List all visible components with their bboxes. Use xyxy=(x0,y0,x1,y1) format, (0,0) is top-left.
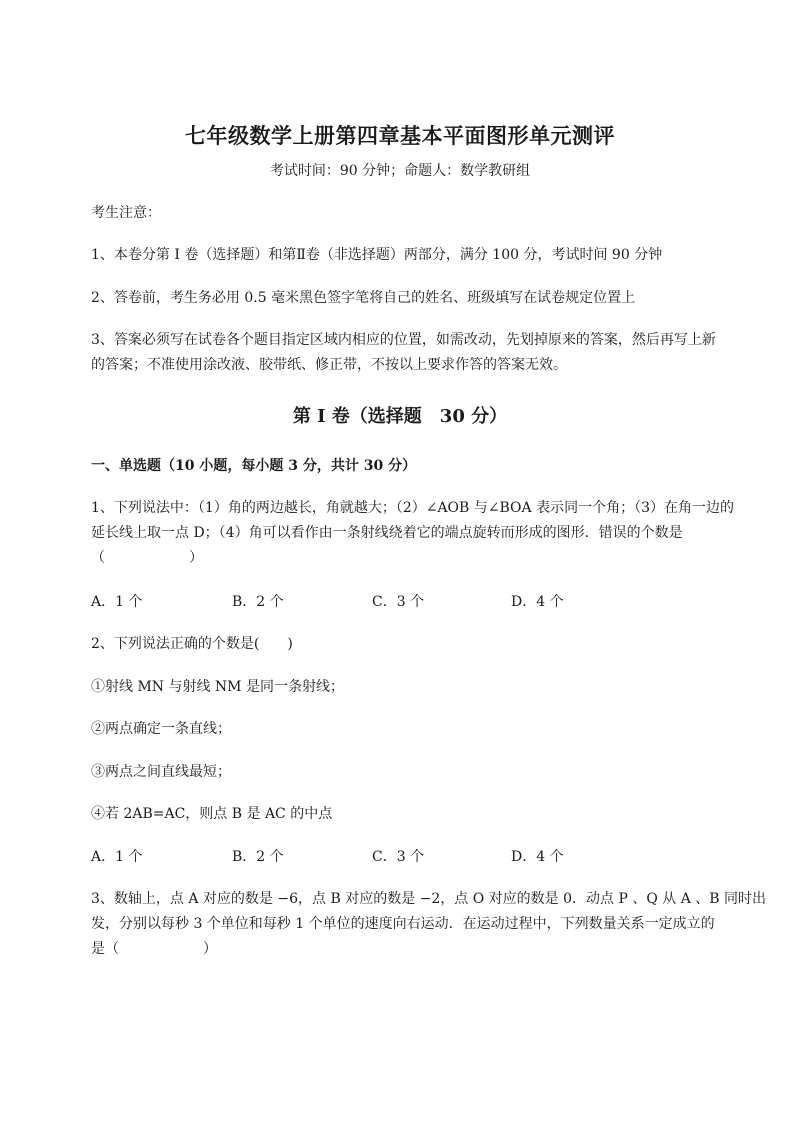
q1-line-1: 1、下列说法中：（1）角的两边越长，角就越大；（2）∠AOB 与∠BOA 表示同一个角；（3）在角一边的 xyxy=(91,500,734,516)
q1-line-3: （ ） xyxy=(91,550,203,566)
exam-subtitle: 考试时间：90 分钟；命题人：数学教研组 xyxy=(269,163,531,179)
q2-option-a[interactable]: A．1 个 xyxy=(91,849,143,865)
notice-item-3: 3、答案必须写在试卷各个题目指定区域内相应的位置，如需改动，先划掉原来的答案，然后再写上新 xyxy=(91,332,716,348)
q2-item-1: ①射线 MN 与射线 NM 是同一条射线； xyxy=(91,679,344,695)
notice-item-3-cont: 的答案；不准使用涂改液、胶带纸、修正带，不按以上要求作答的答案无效。 xyxy=(91,357,567,373)
q2-option-d[interactable]: D．4 个 xyxy=(511,849,564,865)
part-heading: 一、单选题（10 小题，每小题 3 分，共计 30 分） xyxy=(91,458,417,474)
q1-option-a[interactable]: A．1 个 xyxy=(91,594,143,610)
q2-item-2: ②两点确定一条直线； xyxy=(91,721,231,737)
page-title: 七年级数学上册第四章基本平面图形单元测评 xyxy=(185,123,615,148)
q1-option-b[interactable]: B．2 个 xyxy=(232,594,284,610)
q2-option-c[interactable]: C．3 个 xyxy=(372,849,425,865)
q3-line-3: 是（ ） xyxy=(91,941,217,957)
q1-option-c[interactable]: C．3 个 xyxy=(372,594,425,610)
q1-option-d[interactable]: D．4 个 xyxy=(511,594,564,610)
q2-item-4: ④若 2AB=AC，则点 B 是 AC 的中点 xyxy=(91,806,333,822)
q2-stem: 2、下列说法正确的个数是( ) xyxy=(91,636,293,652)
q2-item-3: ③两点之间直线最短； xyxy=(91,764,231,780)
q2-option-b[interactable]: B．2 个 xyxy=(232,849,284,865)
q3-line-1: 3、数轴上，点 A 对应的数是 −6，点 B 对应的数是 −2，点 O 对应的数是 0．动点 P 、Q 从 A 、B 同时出 xyxy=(91,891,767,907)
notice-heading: 考生注意： xyxy=(91,205,161,221)
q1-line-2: 延长线上取一点 D；（4）角可以看作由一条射线绕着它的端点旋转而形成的图形．错误的个数是 xyxy=(91,525,683,541)
notice-item-1: 1、本卷分第 I 卷（选择题）和第Ⅱ卷（非选择题）两部分，满分 100 分，考试时间 90 分钟 xyxy=(91,247,663,263)
notice-item-2: 2、答卷前，考生务必用 0.5 毫米黑色签字笔将自己的姓名、班级填写在试卷规定位置上 xyxy=(91,290,636,306)
q3-line-2: 发，分别以每秒 3 个单位和每秒 1 个单位的速度向右运动．在运动过程中，下列数量关系一定成立的 xyxy=(91,916,715,932)
section-title: 第 I 卷（选择题 30 分） xyxy=(292,406,508,427)
